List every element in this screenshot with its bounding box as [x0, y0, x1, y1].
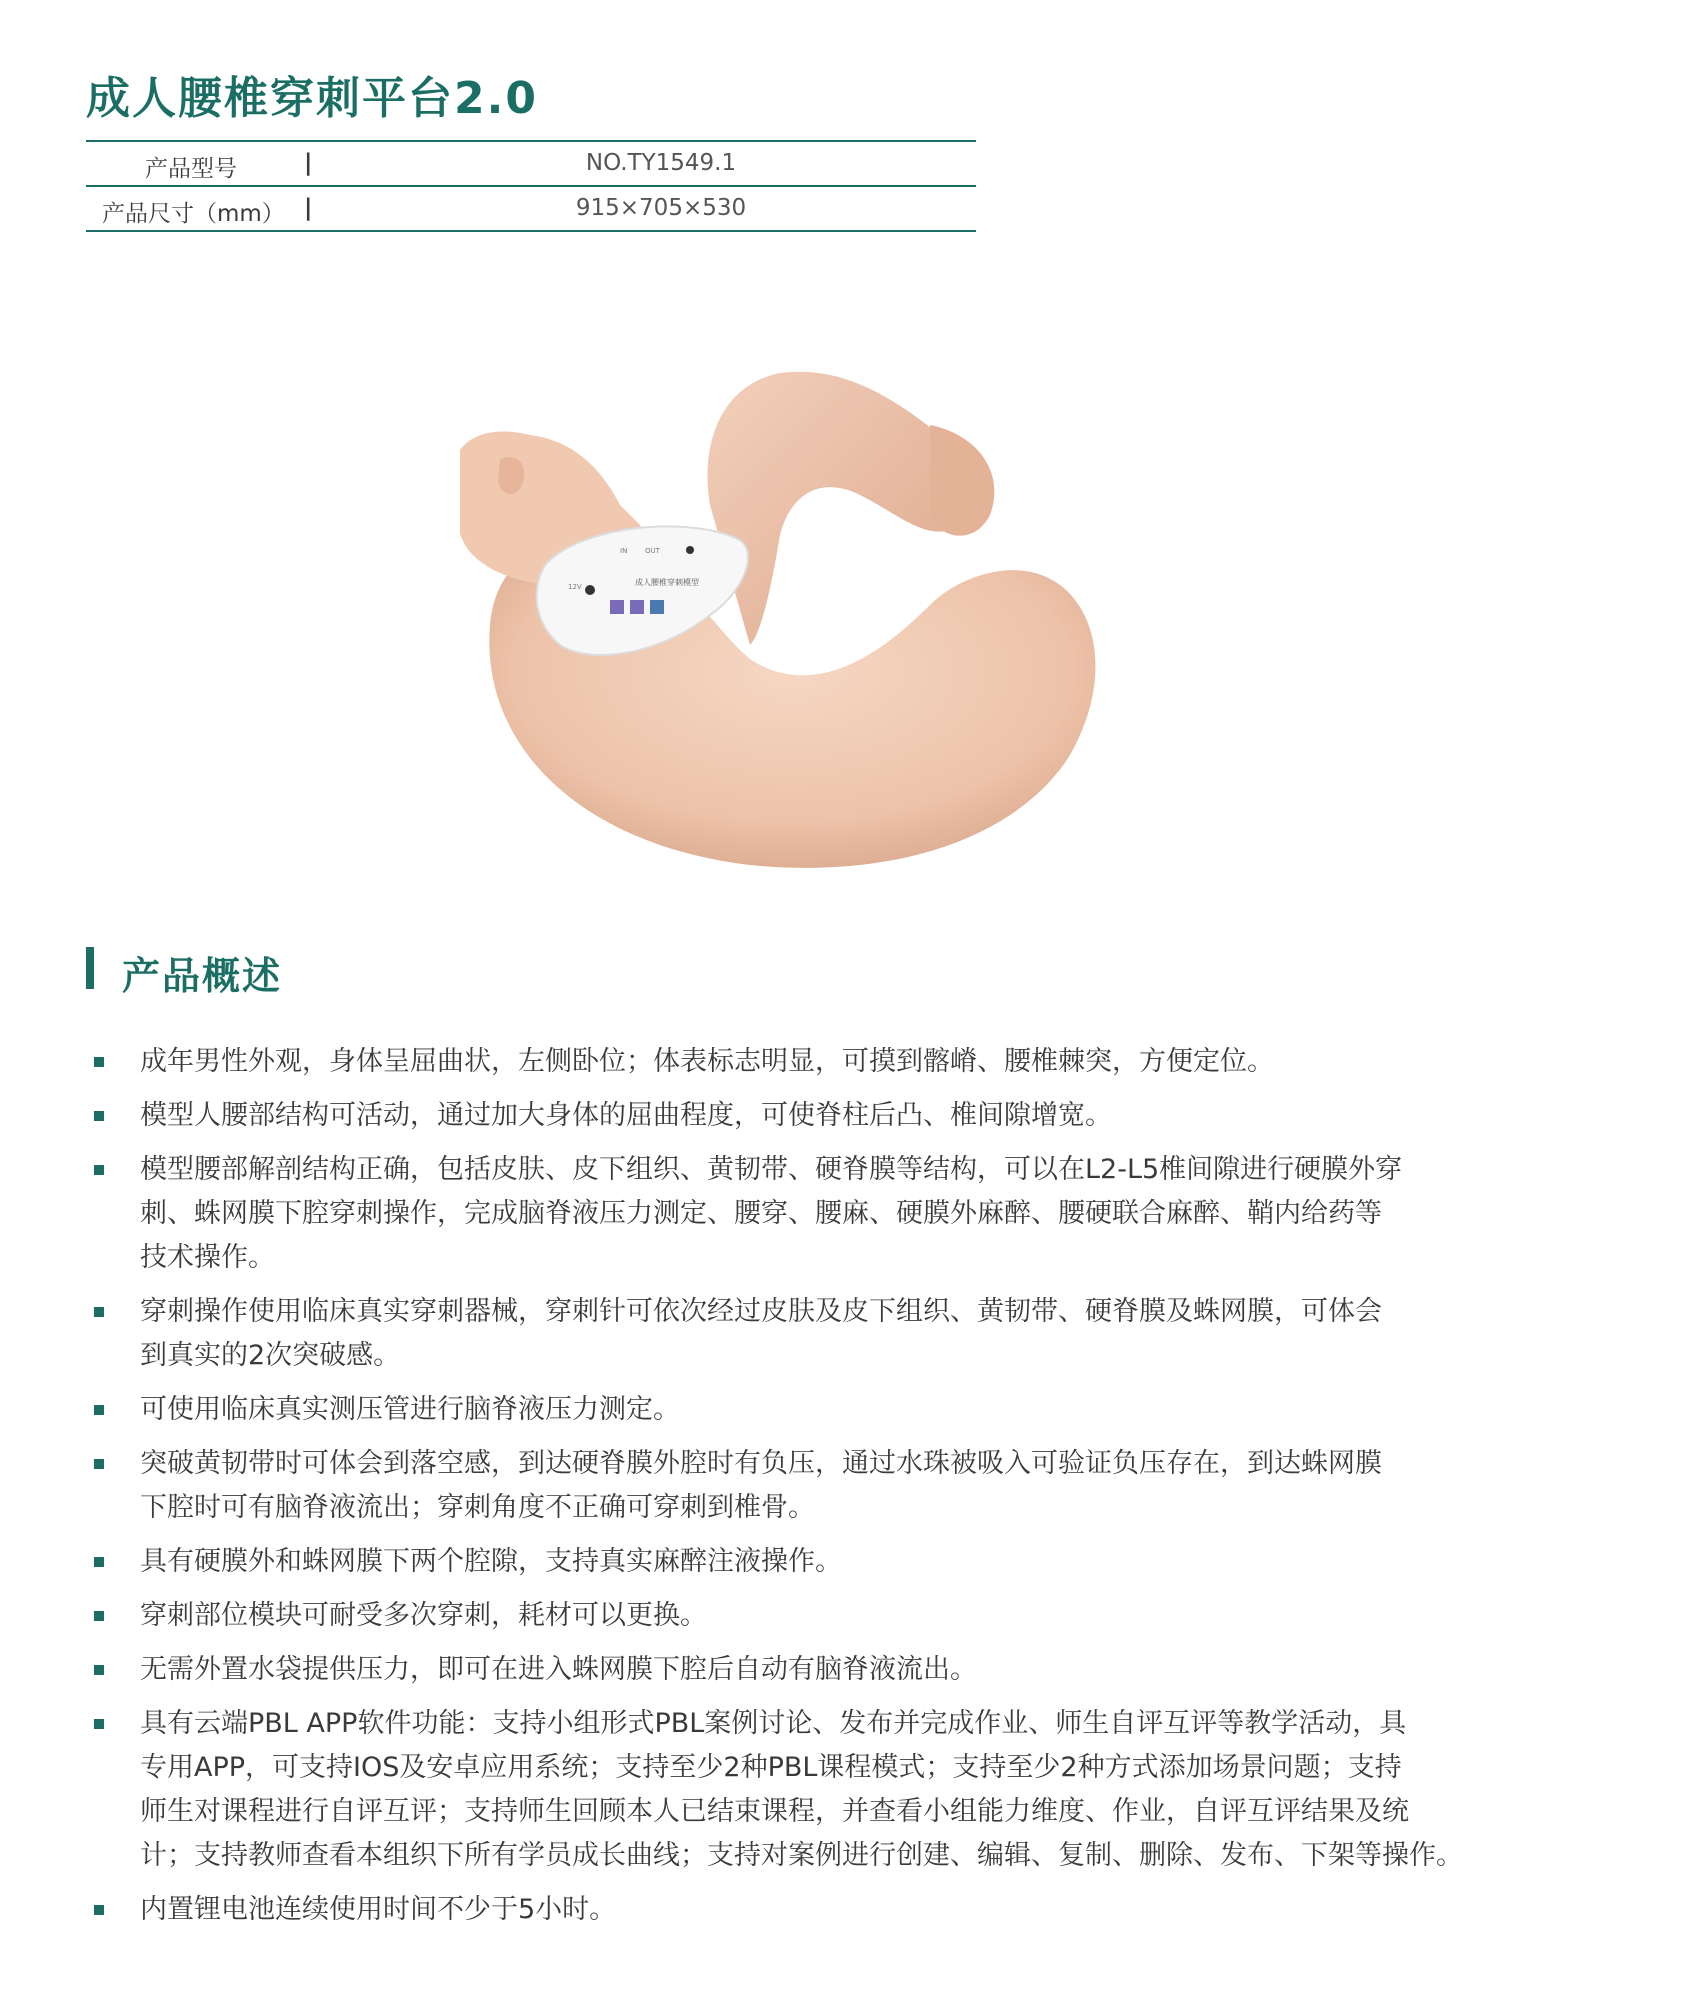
bullet-icon [94, 1905, 104, 1915]
feature-text: 内置锂电池连续使用时间不少于5小时。 [140, 1894, 617, 1925]
forearm-shape [930, 425, 994, 536]
feature-text: 具有硬膜外和蛛网膜下两个腔隙，支持真实麻醉注液操作。 [140, 1546, 842, 1577]
bullet-icon [94, 1557, 104, 1567]
feature-text: 突破黄韧带时可体会到落空感，到达硬脊膜外腔时有负压，通过水珠被吸入可验证负压存在，到达蛛网膜 下腔时可有脑脊液流出；穿刺角度不正确可穿刺到椎骨。 [140, 1448, 1382, 1523]
spec-separator: | [304, 150, 313, 176]
svg-text:成人腰椎穿刺模型: 成人腰椎穿刺模型 [635, 578, 699, 587]
bullet-icon [94, 1719, 104, 1729]
bullet-icon [94, 1459, 104, 1469]
list-item [92, 1040, 1652, 1084]
feature-text: 无需外置水袋提供压力，即可在进入蛛网膜下腔后自动有脑脊液流出。 [140, 1654, 977, 1685]
list-item [92, 1388, 1652, 1432]
product-title: 成人腰椎穿刺平台2.0 [86, 73, 538, 124]
list-item [92, 1648, 1652, 1692]
spec-table [86, 140, 976, 232]
spec-separator: | [304, 195, 313, 221]
feature-text: 穿刺部位模块可耐受多次穿刺，耗材可以更换。 [140, 1600, 707, 1631]
spec-value-size: 915×705×530 [575, 195, 747, 221]
list-item [92, 1094, 1652, 1138]
bullet-icon [94, 1405, 104, 1415]
feature-text: 具有云端PBL APP软件功能：支持小组形式PBL案例讨论、发布并完成作业、师生自评互评等教学活动，具 专用APP，可支持IOS及安卓应用系统；支持至少2种PBL课程模式；支持至少2种方式添加场景问题；支持 师生对课程进行自评互评；支持师生回顾本人已结束课程，并查看小组能力维度、作业，自评互评结果及统 计；支持教师查看本组织下所有学员成长曲线；支持对案例进行创建、编辑、复制、删除、发布、下架等操作。 [140, 1708, 1463, 1871]
bullet-icon [94, 1665, 104, 1675]
bullet-icon [94, 1165, 104, 1175]
list-item [92, 1442, 1652, 1530]
feature-text: 模型人腰部结构可活动，通过加大身体的屈曲程度，可使脊柱后凸、椎间隙增宽。 [140, 1100, 1112, 1131]
feature-text: 成年男性外观，身体呈屈曲状，左侧卧位；体表标志明显，可摸到髂嵴、腰椎棘突，方便定位。 [140, 1046, 1274, 1077]
bullet-icon [94, 1611, 104, 1621]
svg-text:12V: 12V [568, 583, 582, 591]
list-item [92, 1702, 1652, 1878]
list-item [92, 1540, 1652, 1584]
spec-value-model: NO.TY1549.1 [585, 150, 737, 176]
bullet-icon [94, 1111, 104, 1121]
svg-text:IN: IN [620, 547, 628, 555]
list-item [92, 1888, 1652, 1932]
spec-label-size: 产品尺寸（mm） [102, 201, 285, 227]
feature-list [92, 1040, 1652, 1942]
list-item [92, 1148, 1652, 1280]
feature-text: 穿刺操作使用临床真实穿刺器械，穿刺针可依次经过皮肤及皮下组织、黄韧带、硬脊膜及蛛网膜，可体会 到真实的2次突破感。 [140, 1296, 1382, 1371]
feature-text: 模型腰部解剖结构正确，包括皮肤、皮下组织、黄韧带、硬脊膜等结构，可以在L2-L5椎间隙进行硬膜外穿 刺、蛛网膜下腔穿刺操作，完成脑脊液压力测定、腰穿、腰麻、硬膜外麻醉、腰硬联合麻醉、鞘内给药等 技术操作。 [140, 1154, 1403, 1273]
spec-row-size [86, 187, 976, 232]
product-photo [460, 365, 1130, 875]
svg-text:OUT: OUT [645, 547, 660, 555]
section-title: 产品概述 [122, 954, 283, 998]
feature-text: 可使用临床真实测压管进行脑脊液压力测定。 [140, 1394, 680, 1425]
section-accent-bar [86, 947, 94, 989]
list-item [92, 1594, 1652, 1638]
list-item [92, 1290, 1652, 1378]
spec-row-model [86, 142, 976, 187]
bullet-icon [94, 1307, 104, 1317]
bullet-icon [94, 1057, 104, 1067]
spec-label-model: 产品型号 [145, 156, 237, 182]
